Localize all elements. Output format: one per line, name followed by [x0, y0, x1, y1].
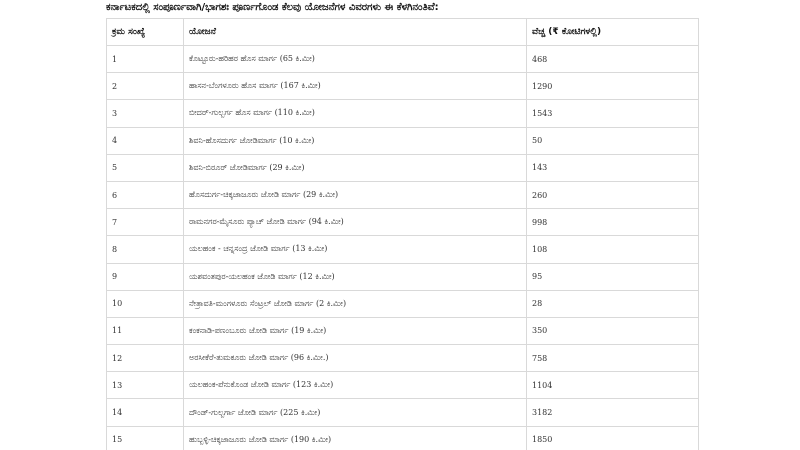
table-row [107, 181, 699, 208]
serial-number-cell: 9 [107, 263, 184, 290]
table-row [107, 372, 699, 399]
section-heading: ಕರ್ನಾಟಕದಲ್ಲಿ ಸಂಪೂರ್ಣವಾಗಿ/ಭಾಗಶಃ ಪೂರ್ಣಗೊಂಡ ಕೆಲವು ಯೋಜನೆಗಳ ವಿವರಗಳು ಈ ಕೆಳಗಿನಂತಿವೆ: [106, 2, 439, 13]
serial-number-cell: 14 [107, 399, 184, 426]
table-row [107, 317, 699, 344]
serial-number-cell: 1 [107, 46, 184, 73]
table-row [107, 345, 699, 372]
table-row [107, 46, 699, 73]
scheme-cell: ಅರಸೀಕೆರೆ-ತುಮಕೂರು ಜೋಡಿ ಮಾರ್ಗ (96 ಕಿ.ಮೀ.) [184, 345, 527, 372]
header-serial-number: ಕ್ರಮ ಸಂಖ್ಯೆ [107, 19, 184, 46]
cost-cell: 108 [527, 236, 699, 263]
scheme-cell: ಶಿವನಿ-ಹೊಸದುರ್ಗ ಜೋಡಿಮಾರ್ಗ (10 ಕಿ.ಮೀ) [184, 127, 527, 154]
cost-cell: 143 [527, 154, 699, 181]
serial-number-cell: 2 [107, 73, 184, 100]
table-row [107, 154, 699, 181]
table-header [107, 19, 699, 46]
cost-cell: 1290 [527, 73, 699, 100]
serial-number-cell: 11 [107, 317, 184, 344]
table-row [107, 209, 699, 236]
table-row [107, 263, 699, 290]
scheme-cell: ಹಾಸನ-ಬೆಂಗಳೂರು ಹೊಸ ಮಾರ್ಗ (167 ಕಿ.ಮೀ) [184, 73, 527, 100]
scheme-cell: ಬೀದರ್-ಗುಲ್ಬರ್ಗ ಹೊಸ ಮಾರ್ಗ (110 ಕಿ.ಮೀ) [184, 100, 527, 127]
cost-cell: 998 [527, 209, 699, 236]
serial-number-cell: 15 [107, 426, 184, 450]
cost-cell: 758 [527, 345, 699, 372]
scheme-cell: ಯಲಹಂಕ-ಪೆನುಕೊಂಡ ಜೋಡಿ ಮಾರ್ಗ (123 ಕಿ.ಮೀ) [184, 372, 527, 399]
serial-number-cell: 13 [107, 372, 184, 399]
table-row [107, 426, 699, 450]
scheme-cell: ದೌಂಡ್-ಗುಲ್ಬರ್ಗಾ ಜೋಡಿ ಮಾರ್ಗ (225 ಕಿ.ಮೀ) [184, 399, 527, 426]
scheme-cell: ಯಲಹಂಕ - ಚನ್ನಸಂದ್ರ ಜೋಡಿ ಮಾರ್ಗ (13 ಕಿ.ಮೀ) [184, 236, 527, 263]
table-body [107, 46, 699, 450]
serial-number-cell: 5 [107, 154, 184, 181]
header-scheme: ಯೋಜನೆ [184, 19, 527, 46]
cost-cell: 28 [527, 290, 699, 317]
table-row [107, 290, 699, 317]
serial-number-cell: 7 [107, 209, 184, 236]
scheme-cell: ಶಿವನಿ-ಬಿರೂರ್ ಜೋಡಿಮಾರ್ಗ (29 ಕಿ.ಮೀ) [184, 154, 527, 181]
scheme-cell: ಕಂಕನಾಡಿ-ಪಣಂಬೂರು ಜೋಡಿ ಮಾರ್ಗ (19 ಕಿ.ಮೀ) [184, 317, 527, 344]
table-row [107, 399, 699, 426]
cost-cell: 50 [527, 127, 699, 154]
serial-number-cell: 3 [107, 100, 184, 127]
cost-cell: 3182 [527, 399, 699, 426]
header-row [107, 19, 699, 46]
cost-cell: 1850 [527, 426, 699, 450]
table-row [107, 100, 699, 127]
serial-number-cell: 10 [107, 290, 184, 317]
serial-number-cell: 4 [107, 127, 184, 154]
scheme-cell: ರಾಮನಗರ-ಮೈಸೂರು ಪ್ಯಾಚ್ ಜೋಡಿ ಮಾರ್ಗ (94 ಕಿ.ಮೀ) [184, 209, 527, 236]
cost-cell: 1104 [527, 372, 699, 399]
cost-cell: 468 [527, 46, 699, 73]
cost-cell: 350 [527, 317, 699, 344]
cost-cell: 260 [527, 181, 699, 208]
scheme-cell: ಯಶವಂತಪುರ-ಯಲಹಂಕ ಜೋಡಿ ಮಾರ್ಗ (12 ಕಿ.ಮೀ) [184, 263, 527, 290]
table-row [107, 236, 699, 263]
scheme-cell: ಹುಬ್ಬಳ್ಳಿ-ಚಿಕ್ಕಜಾಜೂರು ಜೋಡಿ ಮಾರ್ಗ (190 ಕಿ.ಮೀ) [184, 426, 527, 450]
table-row [107, 127, 699, 154]
serial-number-cell: 6 [107, 181, 184, 208]
cost-cell: 95 [527, 263, 699, 290]
cost-cell: 1543 [527, 100, 699, 127]
serial-number-cell: 8 [107, 236, 184, 263]
scheme-cell: ಹೊಸದುರ್ಗ-ಚಿಕ್ಕಜಾಜೂರು ಜೋಡಿ ಮಾರ್ಗ (29 ಕಿ.ಮೀ) [184, 181, 527, 208]
scheme-cell: ನೇತ್ರಾವತಿ-ಮಂಗಳೂರು ಸೆಂಟ್ರಲ್ ಜೋಡಿ ಮಾರ್ಗ (2 ಕಿ.ಮೀ) [184, 290, 527, 317]
table-row [107, 73, 699, 100]
scheme-cell: ಕೊಟ್ಟೂರು-ಹರಿಹರ ಹೊಸ ಮಾರ್ಗ (65 ಕಿ.ಮೀ) [184, 46, 527, 73]
schemes-table [106, 18, 699, 450]
header-cost: ವೆಚ್ಚ (₹ ಕೋಟಿಗಳಲ್ಲಿ) [527, 19, 699, 46]
serial-number-cell: 12 [107, 345, 184, 372]
